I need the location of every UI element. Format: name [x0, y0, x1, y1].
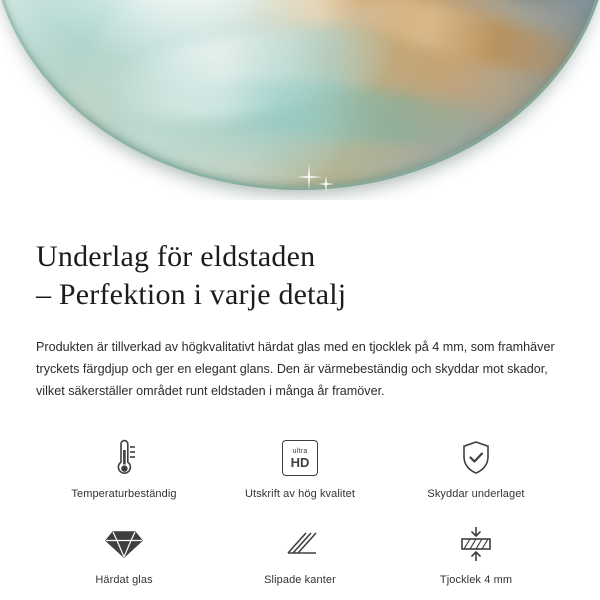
feature-label: Temperaturbeständig	[71, 488, 177, 500]
marble-print-surface	[0, 0, 600, 190]
hero-image	[0, 0, 600, 200]
text-content	[0, 200, 600, 586]
feature-grid	[36, 436, 564, 586]
feature-label: Skyddar underlaget	[427, 488, 525, 500]
body-paragraph: Produkten är tillverkad av högkvalitativt härdat glas med en tjocklek på 4 mm, som framhäver tryckets färgdjup och ger en elegant glans. Den är värmebeständig och skyddar mot skador, vilket säkerställer området runt eldstaden i många år framöver.	[36, 340, 555, 398]
feature-high-quality-print	[212, 436, 388, 500]
ultra-hd-badge-top: ultra	[292, 447, 308, 455]
polished-edges-icon	[280, 522, 320, 566]
feature-tempered-glass	[36, 522, 212, 586]
feature-label: Utskrift av hög kvalitet	[245, 488, 355, 500]
headline-line-2: – Perfektion i varje detalj	[36, 278, 347, 311]
page-title	[36, 200, 564, 314]
feature-label: Tjocklek 4 mm	[439, 574, 513, 586]
headline-line-1: Underlag för eldstaden	[36, 240, 316, 273]
ultra-hd-icon	[282, 436, 318, 480]
feature-polished-edges	[212, 522, 388, 586]
shield-check-icon	[459, 436, 493, 480]
diamond-icon	[104, 522, 144, 566]
feature-temperature-resistant	[36, 436, 212, 500]
feature-thickness	[388, 522, 564, 586]
feature-label: Slipade kanter	[264, 574, 336, 586]
feature-label: Härdat glas	[95, 574, 153, 586]
glass-disc-image	[0, 0, 600, 190]
thickness-icon	[456, 522, 496, 566]
feature-protects-surface	[388, 436, 564, 500]
ultra-hd-badge-bottom: HD	[290, 454, 310, 470]
thermometer-icon	[107, 436, 141, 480]
